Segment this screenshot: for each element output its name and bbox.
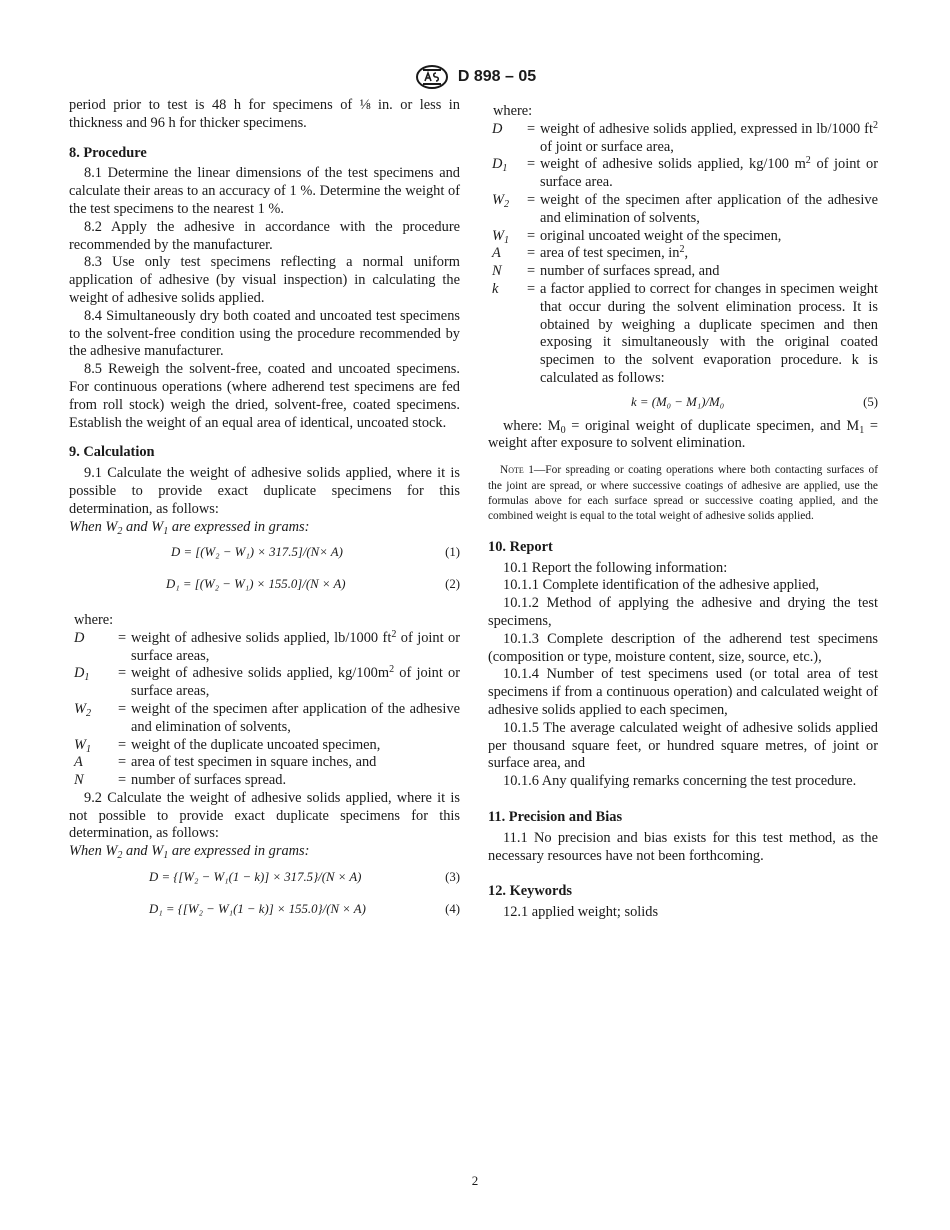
variable-symbol: $D_1$ (492, 156, 508, 175)
variable-row (488, 192, 878, 228)
paragraph-10-1-4: 10.1.4 Number of test specimens used (or total area of test specimens if from a continuous operation) and calculated weight of adhesive solids applied to each specimen, (488, 666, 878, 718)
equals-sign: = (117, 772, 127, 789)
variable-description: original uncoated weight of the specimen, (540, 227, 782, 244)
variable-description: weight of the duplicate uncoated specimen, (131, 736, 381, 753)
paragraph-9-2: 9.2 Calculate the weight of adhesive solids applied, where it is not possible to provide exact duplicate specimens for this determination, as follows: (69, 789, 460, 842)
variable-description: number of surfaces spread, and (540, 263, 720, 280)
variable-row (69, 665, 460, 701)
variable-description: weight of the specimen after application of the adhesive and elimination of solvents, (540, 191, 878, 226)
section-11-title: 11. Precision and Bias (488, 808, 623, 825)
paragraph-10-1-2: 10.1.2 Method of applying the adhesive and drying the test specimens, (488, 595, 878, 629)
where-label: where: (74, 611, 114, 628)
equation-5: k = (M₀ − M₁)/M₀ (5) (631, 394, 878, 409)
variable-row (488, 156, 878, 192)
variable-symbol: $W_1$ (492, 227, 510, 246)
section-10-title: 10. Report (488, 538, 553, 555)
variable-row (488, 245, 878, 263)
units-statement-2: When $W_2$ and $W_1$ are expressed in grams: (69, 843, 310, 862)
paragraph-8-4: 8.4 Simultaneously dry both coated and uncoated test specimens to the solvent-free condition using the procedure recommended by the adhesive manufacturer. (69, 307, 460, 360)
variable-row (69, 772, 460, 790)
variable-definitions (69, 630, 460, 790)
variable-description: weight of the specimen after application of the adhesive and elimination of solvents, (131, 700, 460, 735)
paragraph-11-1: 11.1 No precision and bias exists for this test method, as the necessary resources have not been forthcoming. (488, 829, 878, 864)
document-designation: D 898 – 05 (457, 68, 537, 85)
paragraph-8-5: 8.5 Reweigh the solvent-free, coated and uncoated specimens. For continuous operations (where adherend test specimens are fed from roll stock) weigh the dried, solvent-free, coated specimens. Establish the weight of an equal area of identical, uncoated stock. (69, 361, 460, 431)
equals-sign: = (117, 700, 127, 717)
page-number: 2 (471, 1173, 479, 1188)
page-header (0, 65, 950, 89)
variable-description: weight of adhesive solids applied, lb/1000 $ft^2$ of joint or surface areas, (131, 628, 460, 664)
variable-row (488, 228, 878, 246)
variable-symbol: k (492, 280, 499, 297)
equals-sign: = (526, 245, 536, 262)
variable-description: a factor applied to correct for changes in specimen weight that occur during the solvent elimination process. It is obtained by weighing a duplicate specimen and then exposing it simultaneously with the original coated specimen to the solvent evaporation procedure. k is calculated as follows: (540, 280, 878, 386)
equation-3: D = {[W₂ − W₁(1 − k)] × 317.5}/(N × A) (3) (149, 870, 460, 885)
equals-sign: = (526, 227, 536, 244)
section-9-title: 9. Calculation (69, 444, 155, 461)
variable-row (69, 630, 460, 666)
equals-sign: = (117, 665, 127, 682)
equals-sign: = (526, 280, 536, 297)
variable-symbol: $W_2$ (74, 700, 92, 719)
variable-symbol: $D_1$ (74, 665, 90, 684)
intro-paragraph: period prior to test is 48 h for specimens of ⅛ in. or less in thickness and 96 h for thicker specimens. (69, 97, 460, 131)
units-statement: When $W_2$ and $W_1$ are expressed in grams: (69, 518, 310, 537)
equals-sign: = (117, 629, 127, 646)
equals-sign: = (526, 263, 536, 280)
variable-symbol: D (492, 120, 503, 137)
equals-sign: = (526, 120, 536, 137)
variable-symbol: N (492, 263, 502, 280)
note-1: Note 1—For spreading or coating operations where both contacting surfaces of the joint are spread, or where successive coatings of adhesive are applied, use the formulas above for each surface spread or successive coating applied, and the combined weight is equal to the total weight of adhesive solids applied. (488, 464, 878, 523)
where-label-right: where: (493, 103, 533, 119)
equation-4: D₁ = {[W₂ − W₁(1 − k)] × 155.0}/(N × A) (4) (149, 901, 460, 916)
variable-row (488, 121, 878, 157)
paragraph-10-1-6: 10.1.6 Any qualifying remarks concerning the test procedure. (503, 773, 857, 790)
variable-description: weight of adhesive solids applied, $kg/100m^2$ of joint or surface areas, (131, 664, 461, 700)
equals-sign: = (117, 736, 127, 753)
section-8-title: 8. Procedure (69, 144, 147, 161)
variable-row (69, 701, 460, 737)
variable-row (69, 737, 460, 755)
variable-row (488, 281, 878, 388)
variable-row (488, 263, 878, 281)
equation-1: D = [(W₂ − W₁) × 317.5]/(N× A) (1) (171, 545, 460, 560)
paragraph-12-1: 12.1 applied weight; solids (503, 904, 659, 921)
variable-symbol: $W_2$ (492, 191, 510, 210)
astm-logo-icon (414, 65, 450, 89)
variable-description: weight of adhesive solids applied, kg/100 $m^2$ of joint or surface area. (540, 155, 878, 191)
paragraph-9-1: 9.1 Calculate the weight of adhesive solids applied, where it is possible to provide exact duplicate specimens for this determination, as follows: (69, 465, 460, 517)
section-12-title: 12. Keywords (488, 883, 572, 900)
equals-sign: = (117, 754, 127, 771)
variable-description: area of test specimen in square inches, and (131, 754, 377, 771)
left-column (69, 97, 460, 925)
variable-description: weight of adhesive solids applied, expressed in lb/1000 $ft^2$ of joint or surface area, (540, 119, 878, 155)
paragraph-10-1-5: 10.1.5 The average calculated weight of adhesive solids applied per thousand square feet, or hundred square metres, of joint or surface area, and (488, 719, 878, 772)
equals-sign: = (526, 156, 536, 173)
variable-definitions-right (488, 121, 878, 388)
paragraph-8-3: 8.3 Use only test specimens reflecting a normal uniform application of adhesive (by visual inspection) in calculating the weight of adhesive solids applied. (69, 254, 460, 306)
variable-symbol: N (74, 772, 84, 789)
paragraph-8-2: 8.2 Apply the adhesive in accordance with the procedure recommended by the manufacturer. (69, 218, 460, 253)
equals-sign: = (526, 191, 536, 208)
paragraph-8-1: 8.1 Determine the linear dimensions of the test specimens and calculate their areas to an accuracy of 1 %. Determine the weight of the test specimens to the nearest 1 %. (69, 165, 460, 217)
where-m-definitions: where: $M_0$ = original weight of duplicate specimen, and $M_1$ = weight after exposure to solvent elimination. (488, 417, 879, 452)
right-column (488, 103, 878, 922)
variable-symbol: D (74, 629, 85, 646)
variable-symbol: $W_1$ (74, 736, 92, 755)
paragraph-10-1-1: 10.1.1 Complete identification of the adhesive applied, (503, 577, 820, 594)
variable-symbol: A (74, 754, 83, 771)
variable-row (69, 754, 460, 772)
paragraph-10-1: 10.1 Report the following information: (503, 559, 728, 576)
variable-description: number of surfaces spread. (131, 772, 287, 789)
variable-description: area of test specimen, $in^2$, (540, 244, 689, 262)
paragraph-10-1-3: 10.1.3 Complete description of the adherend test specimens (composition or type, moisture content, size, source, etc.), (488, 630, 878, 665)
variable-symbol: A (492, 245, 501, 262)
equation-2: D₁ = [(W₂ − W₁) × 155.0]/(N × A) (2) (166, 577, 460, 592)
